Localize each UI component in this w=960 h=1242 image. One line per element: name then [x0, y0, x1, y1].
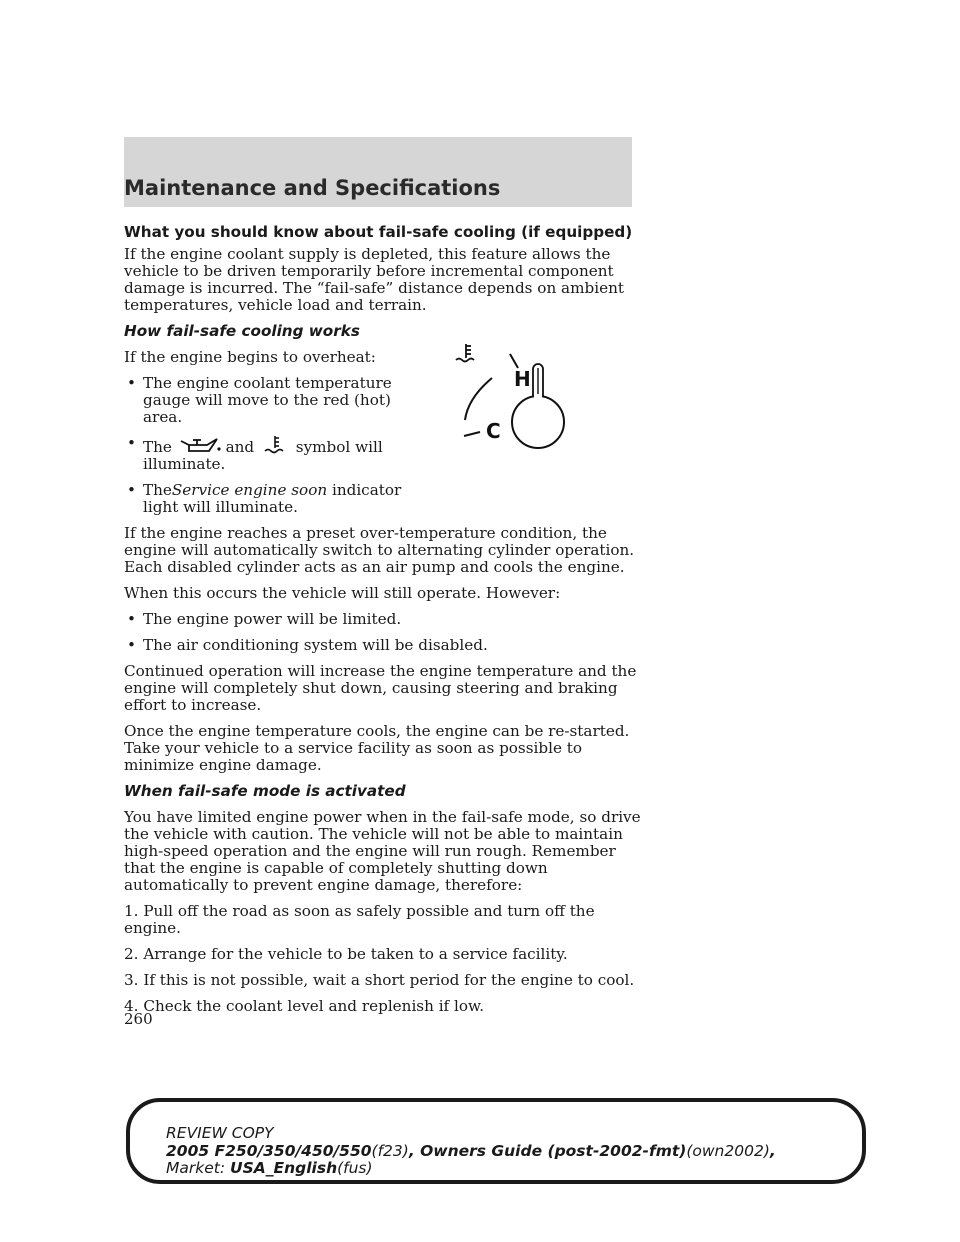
intro-paragraph: If the engine coolant supply is depleted, this feature allows the vehicle to be driven temporarily before incremental component damage is incurred. The “fail-safe” distance depends on ambient temperatures, vehicle load and terrain.: [124, 245, 624, 314]
list-item: • The engine power will be limited.: [127, 610, 402, 628]
page-content: [124, 224, 644, 1015]
step-item: 3. If this is not possible, wait a short period for the engine to cool.: [124, 971, 635, 989]
bullet-icon: •: [127, 610, 136, 628]
continued-operation-paragraph: Continued operation will increase the engine temperature and the engine will completely shut down, causing steering and braking effort to increase.: [124, 662, 637, 714]
page-number: 260: [124, 1010, 153, 1028]
list-item: • TheService engine soon indicator light will illuminate.: [127, 481, 402, 516]
step-item: 4. Check the coolant level and replenish if low.: [124, 997, 485, 1015]
bullet-icon: •: [127, 481, 136, 499]
bullet-icon: •: [127, 374, 136, 392]
how-it-works-heading: How fail-safe cooling works: [124, 322, 360, 340]
restart-paragraph: Once the engine temperature cools, the engine can be re-started. Take your vehicle to a service facility as soon as possible to minimize engine damage.: [124, 722, 630, 774]
bullet-icon: •: [127, 434, 136, 452]
page-title: Maintenance and Specifications: [124, 176, 501, 200]
list-item: • The and symbol will illuminate.: [127, 434, 383, 473]
still-operate-paragraph: When this occurs the vehicle will still operate. However:: [124, 584, 561, 602]
overheat-lead: If the engine begins to overheat:: [124, 348, 376, 366]
activated-paragraph: You have limited engine power when in the fail-safe mode, so drive the vehicle with caution. The vehicle will not be able to maintain high-speed operation and the engine will run rough. Remember that the engine is capable of completely shutting down automatically to prevent engine damage, therefore:: [124, 808, 641, 894]
list-item: • The engine coolant temperature gauge will move to the red (hot) area.: [127, 374, 392, 426]
oil-can-icon: [177, 435, 221, 455]
overtemp-paragraph: If the engine reaches a preset over-temperature condition, the engine will automatically switch to alternating cylinder operation. Each disabled cylinder acts as an air pump and cools the engine.: [124, 524, 635, 576]
market-line: Market: USA_English(fus): [166, 1159, 373, 1177]
review-copy-label: REVIEW COPY: [166, 1124, 274, 1142]
coolant-temp-icon: [259, 435, 291, 455]
model-line: 2005 F250/350/450/550(f23), Owners Guide (post-2002-fmt)(own2002),: [166, 1141, 776, 1160]
activated-heading: When fail-safe mode is activated: [124, 782, 406, 800]
step-item: 1. Pull off the road as soon as safely possible and turn off the engine.: [124, 902, 595, 937]
gauge-cold-label: C: [486, 419, 501, 443]
review-copy-footer: [166, 1125, 776, 1178]
bullet-icon: •: [127, 636, 136, 654]
gauge-hot-label: H: [514, 367, 531, 391]
step-item: 2. Arrange for the vehicle to be taken to a service facility.: [124, 945, 568, 963]
list-item: • The air conditioning system will be disabled.: [127, 636, 488, 654]
section-heading: What you should know about fail-safe cooling (if equipped): [124, 223, 633, 241]
